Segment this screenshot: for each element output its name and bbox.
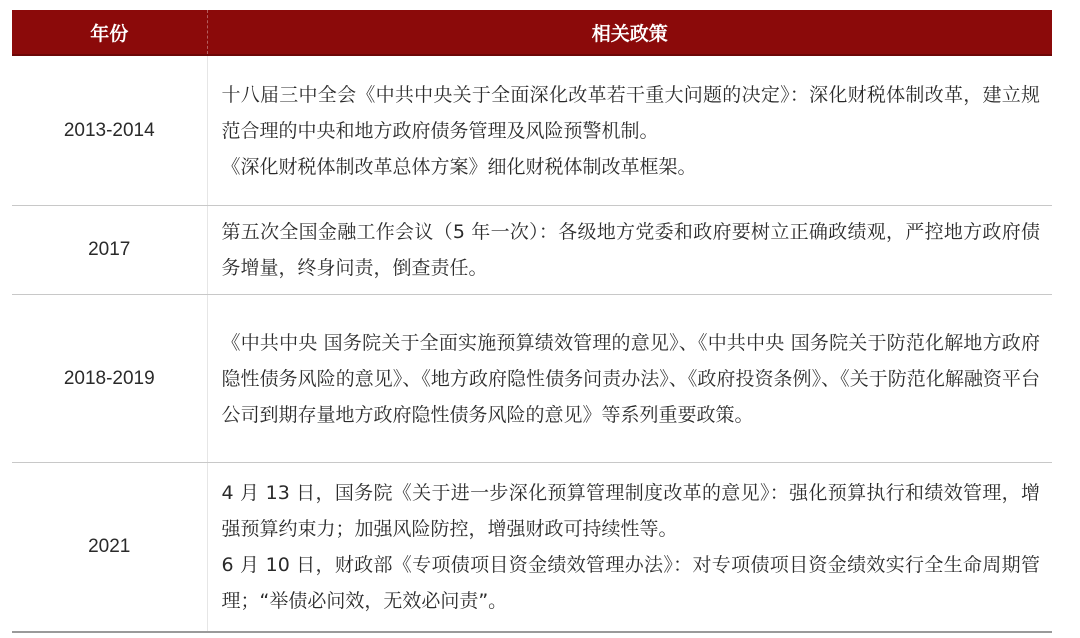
header-year: 年份	[12, 10, 207, 55]
policy-cell	[207, 55, 1052, 206]
table-body	[12, 55, 1052, 632]
policy-cell	[207, 206, 1052, 295]
policy-text: 6 月 10 日，财政部《专项债项目资金绩效管理办法》：对专项债项目资金绩效实行全生命周期管理；“举债必问效，无效必问责”。	[221, 554, 1040, 612]
table-row	[12, 463, 1052, 633]
header-policy: 相关政策	[207, 10, 1052, 55]
policy-text: 《深化财税体制改革总体方案》细化财税体制改革框架。	[221, 155, 697, 178]
policy-text: 第五次全国金融工作会议（5 年一次）：各级地方党委和政府要树立正确政绩观，严控地方政府债务增量，终身问责，倒查责任。	[221, 221, 1040, 279]
year-cell: 2018-2019	[12, 295, 207, 463]
policy-table	[12, 10, 1052, 633]
policy-text: 《中共中央 国务院关于全面实施预算绩效管理的意见》、《中共中央 国务院关于防范化解地方政府隐性债务风险的意见》、《地方政府隐性债务问责办法》、《政府投资条例》、《关于防范化解融资平台公司到期存量地方政府隐性债务风险的意见》等系列重要政策。	[221, 331, 1040, 426]
policy-text: 4 月 13 日，国务院《关于进一步深化预算管理制度改革的意见》：强化预算执行和绩效管理，增强预算约束力；加强风险防控，增强财政可持续性等。	[221, 482, 1040, 540]
table-header	[12, 10, 1052, 55]
header-row	[12, 10, 1052, 55]
year-cell: 2021	[12, 463, 207, 633]
year-cell: 2017	[12, 206, 207, 295]
policy-cell	[207, 463, 1052, 633]
policy-table-container	[12, 10, 1052, 633]
table-row	[12, 55, 1052, 206]
table-row	[12, 295, 1052, 463]
year-cell: 2013-2014	[12, 55, 207, 206]
table-row	[12, 206, 1052, 295]
policy-cell	[207, 295, 1052, 463]
policy-text: 十八届三中全会《中共中央关于全面深化改革若干重大问题的决定》：深化财税体制改革，建立规范合理的中央和地方政府债务管理及风险预警机制。	[221, 83, 1040, 142]
